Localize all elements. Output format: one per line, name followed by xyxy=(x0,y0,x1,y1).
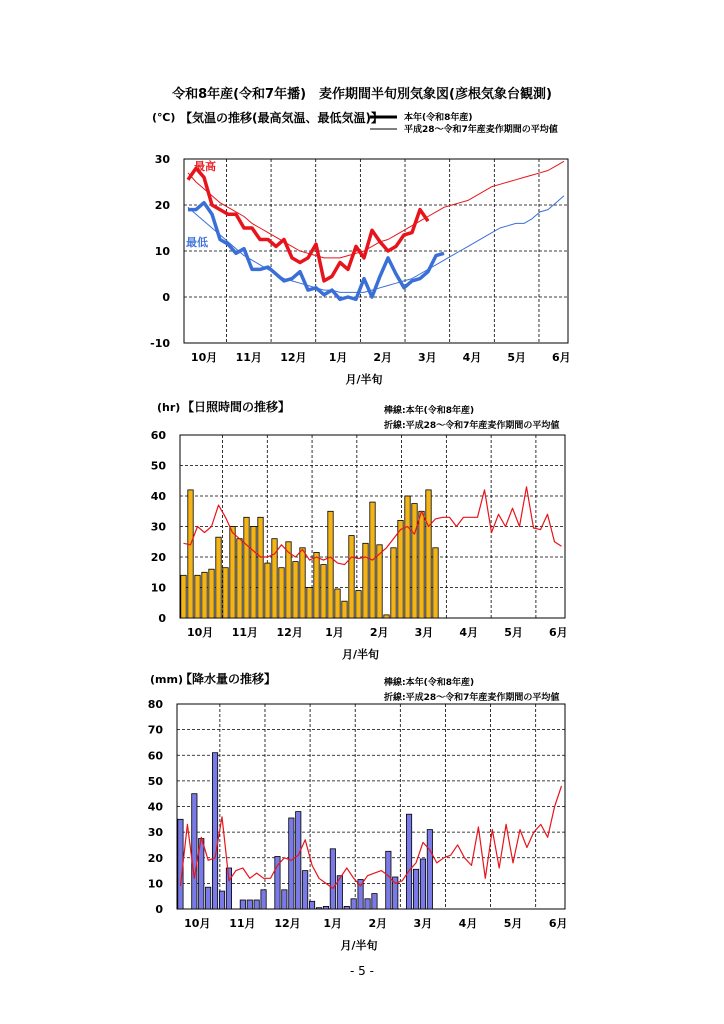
month-label: 11月 xyxy=(229,917,256,930)
month-label: 11月 xyxy=(231,626,259,639)
temperature-title: 【気温の推移(最高気温、最低気温)】 xyxy=(180,111,383,125)
series-label-min: 最低 xyxy=(186,236,208,249)
month-label: 5月 xyxy=(507,351,526,364)
bar xyxy=(244,517,249,618)
bar xyxy=(188,490,193,618)
bar xyxy=(351,899,356,909)
month-label: 4月 xyxy=(462,351,482,364)
month-label: 12月 xyxy=(274,917,301,930)
bar xyxy=(307,588,312,619)
month-label: 6月 xyxy=(548,626,568,639)
month-label: 4月 xyxy=(459,626,479,639)
month-label: 12月 xyxy=(280,351,307,364)
month-label: 1月 xyxy=(328,351,348,364)
y-tick-label: -10 xyxy=(150,337,170,350)
month-label: 6月 xyxy=(548,917,568,930)
bar xyxy=(265,563,270,618)
y-tick-label: 0 xyxy=(158,612,166,625)
precipitation-unit: (mm) xyxy=(150,673,183,686)
y-tick-label: 10 xyxy=(150,581,166,595)
x-axis-title: 月/半旬 xyxy=(341,648,380,661)
legend-line-label: 折線:平成28～令和7年産麦作期間の平均値 xyxy=(384,421,560,431)
bar xyxy=(206,887,211,909)
month-label: 5月 xyxy=(503,917,523,930)
bar xyxy=(226,868,231,909)
bar xyxy=(363,543,368,618)
bar xyxy=(412,504,417,618)
month-label: 3月 xyxy=(413,917,433,930)
month-label: 5月 xyxy=(504,626,523,639)
month-label: 2月 xyxy=(373,351,393,364)
bar xyxy=(178,819,183,909)
precipitation-chart xyxy=(0,668,724,954)
legend-bars-label: 棒線:本年(令和8年産) xyxy=(384,406,475,416)
y-tick-label: 60 xyxy=(150,429,166,442)
bar xyxy=(209,569,214,618)
y-tick-label: 20 xyxy=(147,851,163,865)
bar xyxy=(349,536,354,618)
legend-current-label: 本年(令和8年産) xyxy=(404,113,473,123)
bar xyxy=(240,900,245,909)
bar xyxy=(202,572,207,618)
series-max-average xyxy=(188,161,564,258)
y-tick-label: 20 xyxy=(154,199,170,212)
bar xyxy=(420,859,425,909)
bar xyxy=(427,830,432,909)
bar xyxy=(398,520,403,618)
bar xyxy=(279,568,284,618)
bar xyxy=(192,794,197,909)
y-tick-label: 10 xyxy=(147,877,163,891)
bar xyxy=(237,539,242,618)
bar xyxy=(230,527,235,619)
x-axis-title: 月/半旬 xyxy=(340,939,378,952)
plot-frame xyxy=(177,704,565,909)
bar xyxy=(365,899,370,909)
precipitation-title: 【降水量の推移】 xyxy=(180,672,277,686)
month-label: 12月 xyxy=(276,626,303,639)
y-tick-label: 30 xyxy=(154,153,170,166)
y-tick-label: 0 xyxy=(155,903,163,916)
y-tick-label: 30 xyxy=(150,520,166,534)
bar xyxy=(328,511,333,618)
month-label: 3月 xyxy=(414,626,434,639)
bar xyxy=(419,511,424,618)
sunshine-title: 【日照時間の推移】 xyxy=(182,400,291,414)
bar xyxy=(219,891,224,909)
legend-average-label: 平成28～令和7年産麦作期間の平均値 xyxy=(404,125,558,135)
month-label: 6月 xyxy=(551,351,571,364)
bar xyxy=(433,548,438,618)
bar xyxy=(181,575,186,618)
sunshine-unit: (hr) xyxy=(157,401,181,414)
legend-bars-label: 棒線:本年(令和8年産) xyxy=(384,678,475,688)
page-number: - 5 - xyxy=(350,964,374,978)
bar xyxy=(330,849,335,909)
month-label: 11月 xyxy=(235,351,262,364)
average-line xyxy=(181,786,562,889)
y-tick-label: 50 xyxy=(147,774,163,788)
bar xyxy=(344,906,349,909)
bar xyxy=(223,568,228,618)
page-title: 令和8年産(令和7年播) 麦作期間半旬別気象図(彦根気象台観測) xyxy=(172,87,552,102)
bar xyxy=(372,894,377,909)
bar xyxy=(309,901,314,909)
bar xyxy=(405,496,410,618)
bar xyxy=(258,517,263,618)
bar xyxy=(342,601,347,618)
bar xyxy=(406,814,411,909)
bar xyxy=(247,900,252,909)
y-tick-label: 70 xyxy=(147,723,163,737)
y-tick-label: 20 xyxy=(150,551,166,564)
series-label-max: 最高 xyxy=(194,160,216,173)
y-tick-label: 60 xyxy=(147,749,163,763)
bar xyxy=(426,490,431,618)
x-axis-title: 月/半旬 xyxy=(345,373,383,386)
bar xyxy=(316,908,321,909)
bar xyxy=(321,565,326,618)
month-label: 3月 xyxy=(418,351,437,364)
bar xyxy=(216,537,221,618)
y-tick-label: 0 xyxy=(162,291,170,304)
bar xyxy=(391,548,396,618)
bar xyxy=(289,818,294,909)
y-tick-label: 50 xyxy=(150,459,166,473)
bar xyxy=(323,906,328,909)
month-label: 10月 xyxy=(190,351,218,364)
y-tick-label: 40 xyxy=(150,490,166,503)
y-tick-label: 10 xyxy=(154,245,170,258)
bar xyxy=(356,591,361,618)
temperature-unit: (℃) xyxy=(152,111,176,124)
bar xyxy=(261,890,266,909)
bar xyxy=(254,900,259,909)
month-label: 2月 xyxy=(368,917,388,930)
bar xyxy=(314,552,319,618)
y-tick-label: 80 xyxy=(147,698,163,711)
bar xyxy=(212,753,217,909)
bar xyxy=(195,575,200,618)
bar xyxy=(251,527,256,619)
bar xyxy=(303,871,308,909)
bar xyxy=(275,857,280,910)
month-label: 10月 xyxy=(184,917,211,930)
y-tick-label: 40 xyxy=(147,800,163,814)
bar xyxy=(293,562,298,618)
temperature-chart xyxy=(0,100,724,390)
legend-line-label: 折線:平成28～令和7年産麦作期間の平均値 xyxy=(384,693,560,703)
bar xyxy=(296,812,301,909)
bar xyxy=(335,589,340,618)
month-label: 2月 xyxy=(369,626,389,639)
bar xyxy=(300,548,305,618)
sunshine-chart xyxy=(0,396,724,662)
month-label: 1月 xyxy=(325,626,344,639)
bar xyxy=(413,869,418,909)
month-label: 10月 xyxy=(186,626,214,639)
bar xyxy=(386,851,391,909)
month-label: 1月 xyxy=(323,917,342,930)
bar xyxy=(384,615,389,618)
month-label: 4月 xyxy=(458,917,478,930)
y-tick-label: 30 xyxy=(147,826,163,840)
bar xyxy=(282,890,287,909)
